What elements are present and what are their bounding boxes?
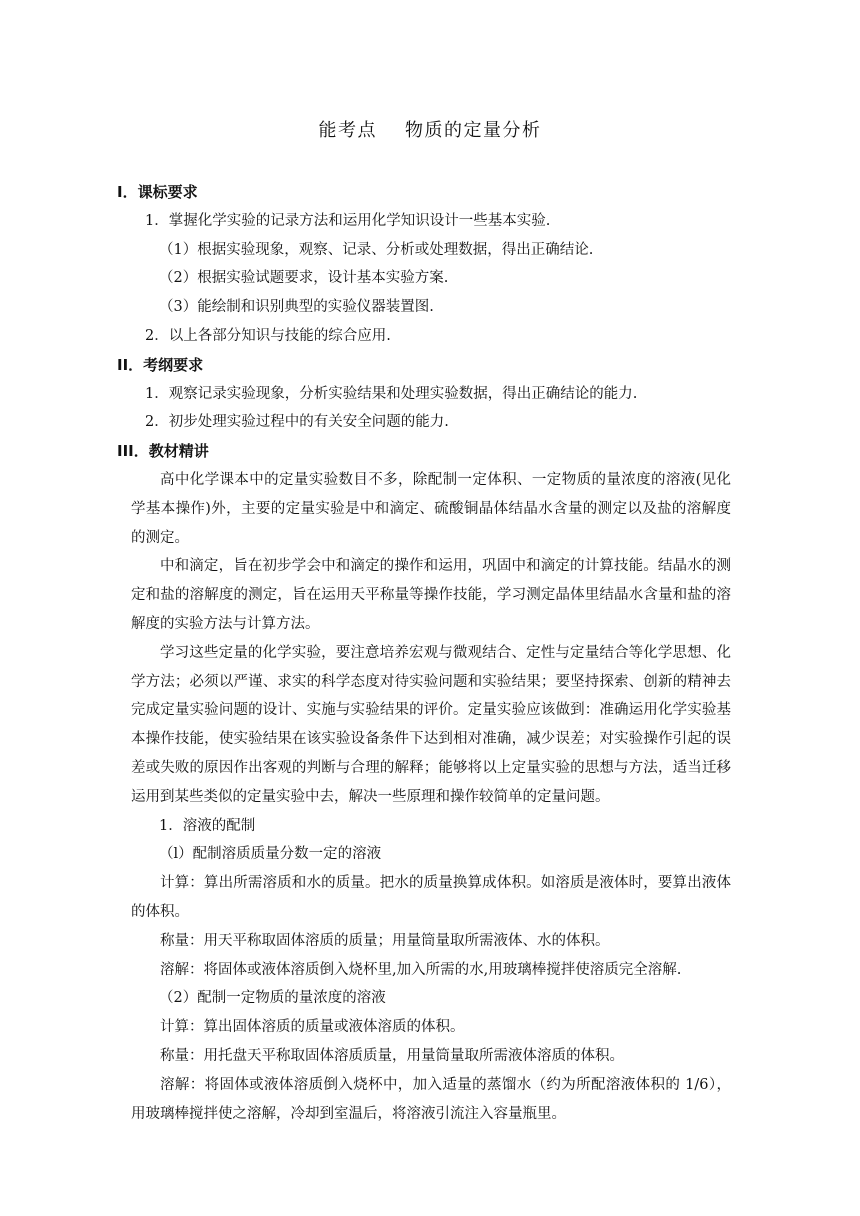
page-title [0, 116, 860, 142]
paragraph: 称量：用天平称取固体溶质的质量；用量筒量取所需液体、水的体积。 [160, 932, 610, 949]
title-left: 能考点 [318, 120, 377, 141]
section-heading-2: II．考纲要求 [117, 355, 204, 374]
title-right: 物质的定量分析 [405, 120, 542, 141]
list-item: （2）根据实验试题要求，设计基本实验方案. [159, 270, 449, 287]
subsection-heading: （2）配制一定物质的量浓度的溶液 [159, 990, 386, 1007]
list-item: 1．观察记录实验现象，分析实验结果和处理实验数据，得出正确结论的能力. [145, 385, 638, 402]
paragraph: 学习这些定量的化学实验，要注意培养宏观与微观结合、定性与定量结合等化学思想、化学方法；必须以严谨、求实的科学态度对待实验问题和实验结果；要坚持探索、创新的精神去完成定量实验问题的设计、实施与实验结果的评价。定量实验应该做到：准确运用化学实验基本操作技能，使实验结果在该实验设备条件下达到相对准确，减少误差；对实验操作引起的误差或失败的原因作出客观的判断与合理的解释；能够将以上定量实验的思想与方法，适当迁移运用到某些类似的定量实验中去，解决一些原理和操作较简单的定量问题。 [131, 644, 731, 805]
list-item: 2．初步处理实验过程中的有关安全问题的能力. [145, 414, 449, 431]
paragraph: 计算：算出所需溶质和水的质量。把水的质量换算成体积。如溶质是液体时，要算出液体的体积。 [131, 875, 731, 920]
paragraph: 溶解：将固体或液体溶质倒入烧杯中，加入适量的蒸馏水（约为所配溶液体积的 1/6），用玻璃棒搅拌使之溶解，冷却到室温后，将溶液引流注入容量瓶里。 [131, 1076, 731, 1122]
paragraph: 称量：用托盘天平称取固体溶质质量，用量筒量取所需液体溶质的体积。 [160, 1047, 624, 1064]
list-item: 2．以上各部分知识与技能的综合应用. [145, 327, 391, 344]
paragraph: 计算：算出固体溶质的质量或液体溶质的体积。 [160, 1019, 465, 1036]
subsection-heading: （l）配制溶质质量分数一定的溶液 [159, 846, 382, 863]
paragraph: 高中化学课本中的定量实验数目不多，除配制一定体积、一定物质的量浓度的溶液(见化学基本操作)外，主要的定量实验是中和滴定、硫酸铜晶体结晶水含量的测定以及盐的溶解度的测定。 [131, 471, 731, 546]
section-heading-1: I．课标要求 [117, 183, 198, 201]
subsection-heading: 1．溶液的配制 [159, 817, 256, 834]
section-heading-3: III．教材精讲 [117, 442, 209, 461]
list-item: （3）能绘制和识别典型的实验仪器装置图. [159, 299, 434, 316]
list-item: 1．掌握化学实验的记录方法和运用化学知识设计一些基本实验. [145, 212, 551, 229]
list-item: （1）根据实验现象，观察、记录、分析或处理数据，得出正确结论. [159, 241, 594, 258]
paragraph: 中和滴定，旨在初步学会中和滴定的操作和运用，巩固中和滴定的计算技能。结晶水的测定和盐的溶解度的测定，旨在运用天平称量等操作技能，学习测定晶体里结晶水含量和盐的溶解度的实验方法与计算方法。 [131, 558, 731, 632]
paragraph: 溶解：将固体或液体溶质倒入烧杯里,加入所需的水,用玻璃棒搅拌使溶质完全溶解. [160, 961, 682, 978]
document-body [117, 178, 731, 1128]
